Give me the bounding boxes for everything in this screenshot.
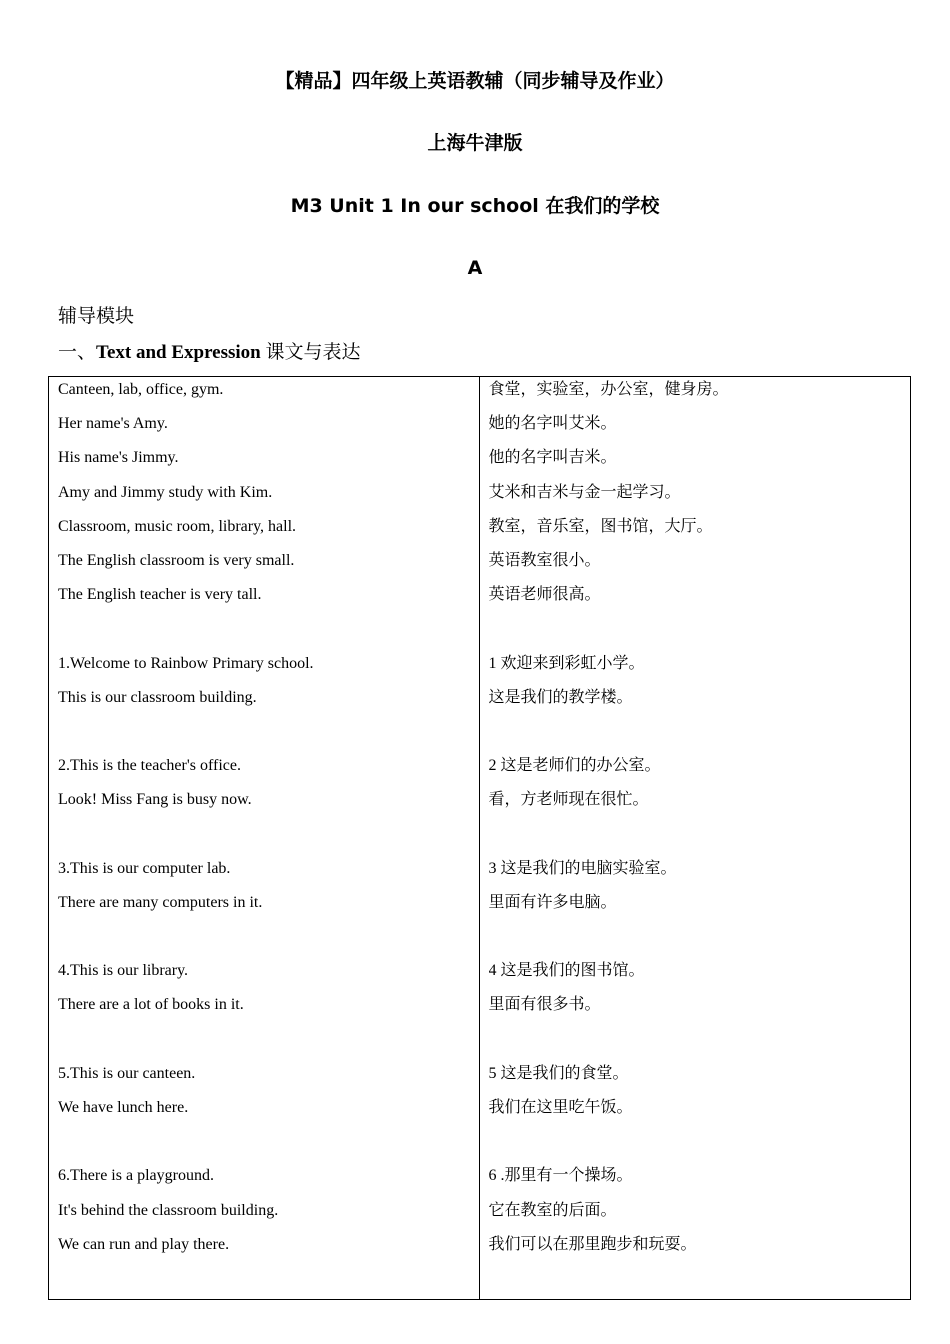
english-text-line: Amy and Jimmy study with Kim. <box>58 483 273 501</box>
english-text-line <box>58 1027 471 1061</box>
unit-heading: M3 Unit 1 In our school 在我们的学校 <box>290 195 660 217</box>
chinese-text-line <box>489 719 903 753</box>
chinese-text-line: 英语教室很小。 <box>488 551 601 569</box>
document-title: 【精品】四年级上英语教辅（同步辅导及作业） <box>275 70 675 92</box>
english-text-line: Look! Miss Fang is busy now. <box>58 791 252 809</box>
chinese-text-line: 我们可以在那里跑步和玩耍。 <box>488 1235 697 1253</box>
chinese-text-line: 教室，音乐室，图书馆，大厅。 <box>488 517 713 535</box>
text-expression-table <box>48 376 911 1300</box>
english-text-line: There are many computers in it. <box>58 893 263 911</box>
edition-heading: 上海牛津版 <box>427 132 523 154</box>
chinese-text-line: 我们在这里吃午饭。 <box>488 1098 633 1116</box>
english-text-line: There are a lot of books in it. <box>58 996 244 1014</box>
section-letter-heading: A <box>467 257 483 279</box>
chinese-text-line: 3 这是我们的电脑实验室。 <box>488 859 677 877</box>
english-text-line: The English teacher is very tall. <box>58 586 262 604</box>
chinese-text-line: 里面有许多电脑。 <box>488 893 617 911</box>
english-text-line: This is our classroom building. <box>58 688 257 706</box>
english-text-line <box>58 1129 471 1163</box>
english-text-line: 5.This is our canteen. <box>58 1064 196 1082</box>
chinese-text-line: 它在教室的后面。 <box>488 1201 617 1219</box>
english-text-line: His name's Jimmy. <box>58 449 179 467</box>
english-text-line: 2.This is the teacher's office. <box>58 757 241 775</box>
english-text-line: We have lunch here. <box>58 1098 189 1116</box>
chinese-text-line: 4 这是我们的图书馆。 <box>488 962 645 980</box>
chinese-text-line: 食堂，实验室，办公室，健身房。 <box>488 381 729 398</box>
part-chinese-title: 课文与表达 <box>260 342 361 363</box>
english-text-line: Her name's Amy. <box>58 415 168 433</box>
chinese-text-line <box>489 821 903 855</box>
chinese-text-line: 英语老师很高。 <box>488 586 601 604</box>
chinese-text-line: 1 欢迎来到彩虹小学。 <box>488 654 645 672</box>
english-text-line: 6.There is a playground. <box>58 1167 214 1185</box>
english-text-line: It's behind the classroom building. <box>58 1201 279 1219</box>
part-heading <box>58 341 361 365</box>
chinese-text-line: 看，方老师现在很忙。 <box>488 791 649 809</box>
part-english-title: Text and Expression <box>96 342 261 363</box>
chinese-text-line: 2 这是老师们的办公室。 <box>488 757 661 775</box>
chinese-text-line: 艾米和吉米与金一起学习。 <box>488 483 681 501</box>
chinese-text-line: 他的名字叫吉米。 <box>488 449 617 467</box>
chinese-text-line: 5 这是我们的食堂。 <box>488 1064 629 1082</box>
english-text-line: The English classroom is very small. <box>58 551 295 569</box>
part-prefix: 一、 <box>58 342 97 363</box>
chinese-text-line <box>489 616 903 650</box>
english-column <box>49 377 480 1299</box>
chinese-column <box>480 377 911 1299</box>
chinese-text-line: 这是我们的教学楼。 <box>488 688 633 706</box>
english-text-line: Canteen, lab, office, gym. <box>58 381 224 398</box>
english-text-line: 4.This is our library. <box>58 962 189 980</box>
chinese-text-line: 6 .那里有一个操场。 <box>488 1167 633 1185</box>
chinese-text-line: 她的名字叫艾米。 <box>488 415 617 433</box>
english-text-line: Classroom, music room, library, hall. <box>58 517 297 535</box>
english-text-line <box>58 924 471 958</box>
english-text-line <box>58 821 471 855</box>
chinese-text-line <box>489 924 903 958</box>
english-text-line: 3.This is our computer lab. <box>58 859 231 877</box>
english-text-line: We can run and play there. <box>58 1235 230 1253</box>
chinese-text-line <box>489 1129 903 1163</box>
english-text-line <box>58 616 471 650</box>
english-text-line: 1.Welcome to Rainbow Primary school. <box>58 654 314 672</box>
chinese-text-line <box>489 1027 903 1061</box>
module-label: 辅导模块 <box>58 306 135 327</box>
english-text-line <box>58 719 471 753</box>
chinese-text-line: 里面有很多书。 <box>488 996 601 1014</box>
